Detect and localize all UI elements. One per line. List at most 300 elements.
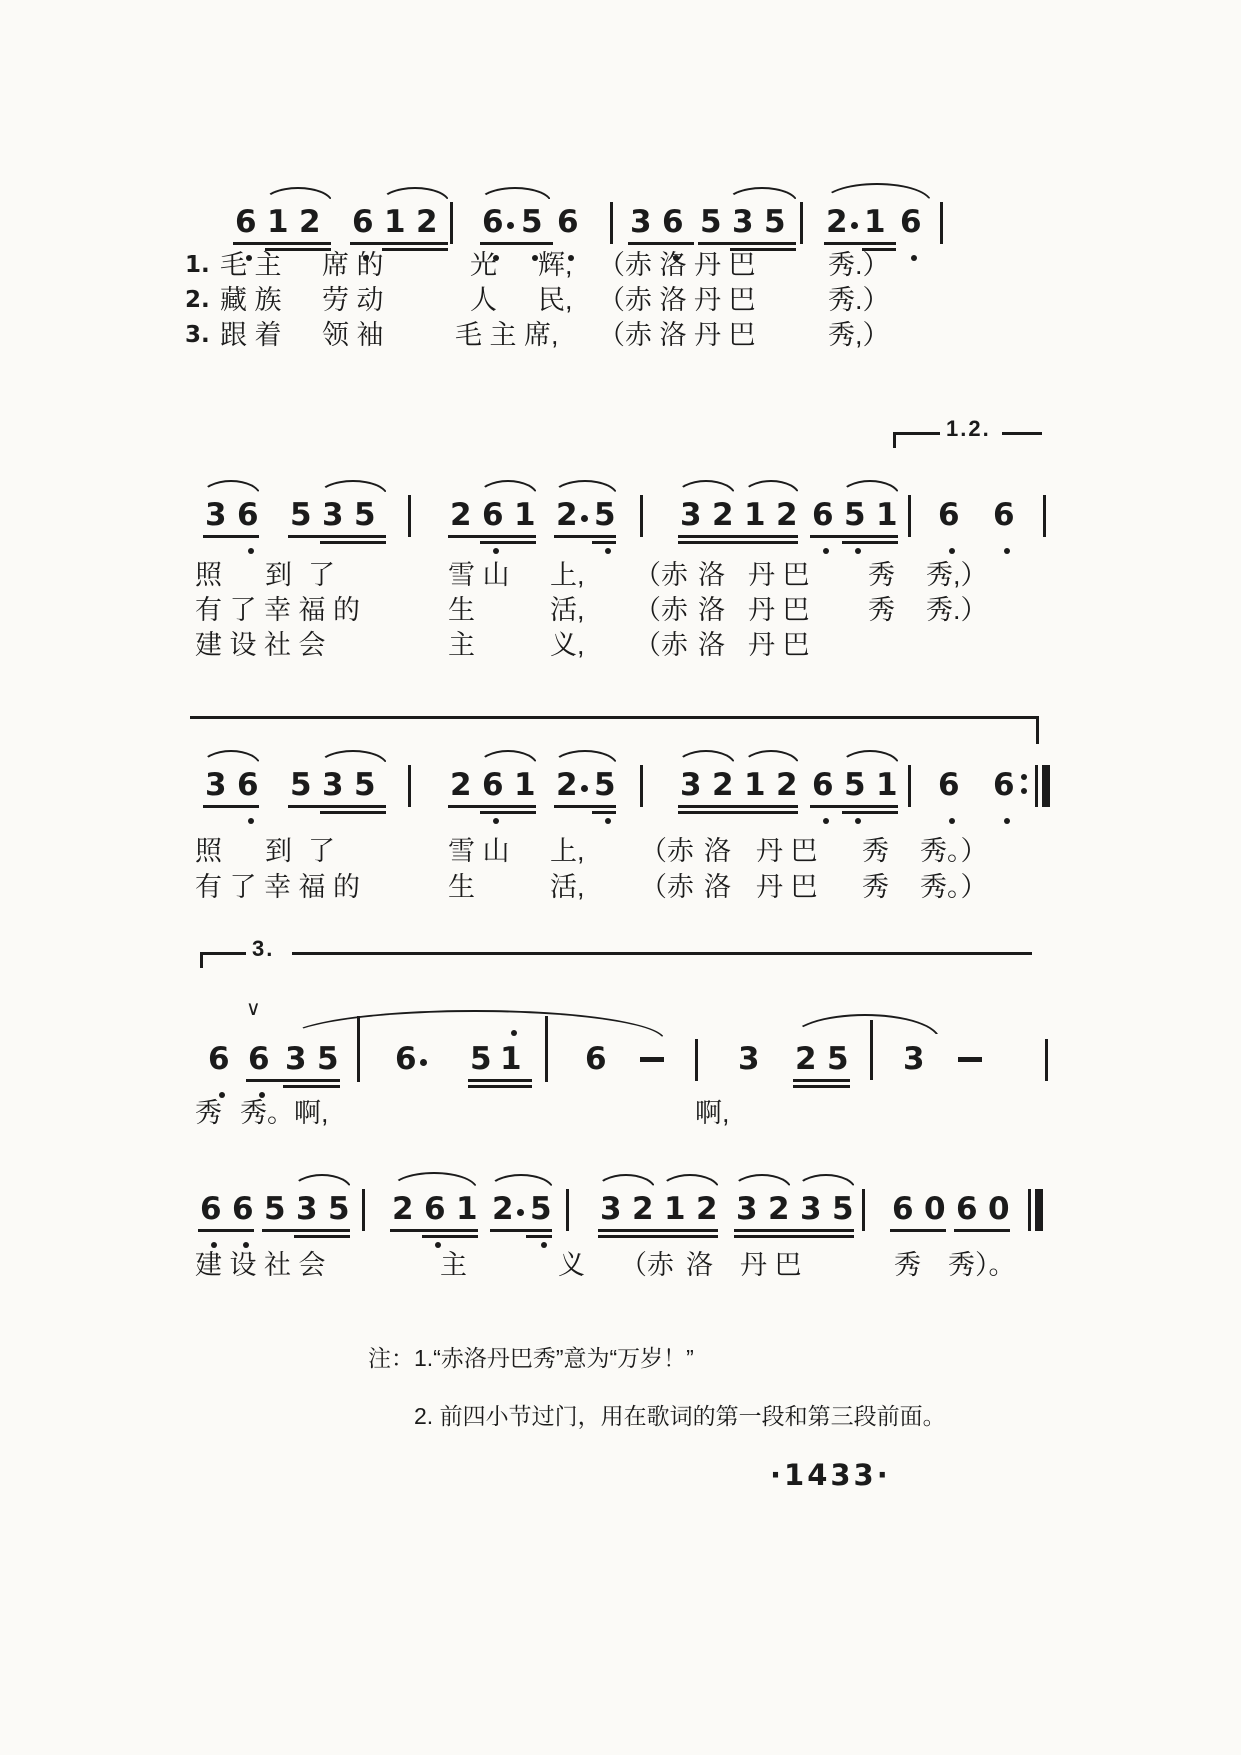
slur-arc — [596, 1174, 656, 1190]
note-digit: 3 — [322, 767, 344, 803]
lyric-text: 毛 主 席, — [455, 320, 559, 350]
lyric-text: 洛 — [698, 595, 725, 625]
note-digit: 2 — [450, 767, 472, 803]
rhythm-dot — [581, 785, 588, 792]
note-digit: 1 — [744, 767, 766, 803]
beam-underline — [480, 242, 553, 245]
octave-dot-below — [248, 818, 254, 824]
lyric-text: 生 — [448, 595, 475, 625]
lyric-text: 洛 — [686, 1250, 713, 1280]
rest-note: 0 — [988, 1191, 1010, 1227]
barline — [566, 1189, 569, 1231]
octave-dot-below — [823, 818, 829, 824]
slur-arc — [263, 187, 333, 203]
lyric-text: 建 设 社 会 — [195, 630, 326, 660]
beam-underline — [890, 1229, 946, 1232]
lyric-text: 有 了 幸 福 的 — [195, 872, 361, 902]
note-digit: 3 — [680, 767, 702, 803]
note-digit: 1 — [384, 204, 406, 240]
lyric-text: （赤 洛 丹 巴 — [598, 250, 756, 280]
lyric-text: 活, — [550, 872, 585, 902]
lyric-text: （赤 — [634, 560, 688, 590]
barline — [408, 495, 411, 537]
beam-underline — [203, 535, 259, 538]
dash-note — [958, 1057, 982, 1062]
barline-thick — [1035, 1189, 1043, 1231]
note-digit: 2 — [556, 497, 578, 533]
note-digit: 6 — [956, 1191, 978, 1227]
note-digit: 3 — [800, 1191, 822, 1227]
note-digit: 2 — [299, 204, 321, 240]
octave-dot-below — [605, 548, 611, 554]
note-digit: 5 — [354, 767, 376, 803]
beam-underline — [246, 1079, 340, 1082]
note-digit: 6 — [812, 497, 834, 533]
slur-arc — [552, 480, 618, 496]
lyric-text: 丹 巴 — [748, 630, 810, 660]
lyric-text: 秀）。 — [948, 1250, 1016, 1280]
lyric-text: 秀.） — [828, 285, 890, 315]
note-digit: 6 — [200, 1191, 222, 1227]
note-digit: 6 — [232, 1191, 254, 1227]
repeat-dot — [1021, 788, 1027, 794]
octave-dot-below — [493, 818, 499, 824]
lyric-text: 了 — [308, 836, 335, 866]
rest-note: 0 — [924, 1191, 946, 1227]
note-digit: 2 — [556, 767, 578, 803]
volta-label: 1.2. — [946, 416, 991, 441]
beam-underline — [592, 541, 616, 544]
lyric-text: （赤 洛 丹 巴 — [598, 320, 756, 350]
note-digit: 3 — [680, 497, 702, 533]
beam-underline — [678, 535, 798, 538]
lyric-text: 活, — [550, 595, 585, 625]
note-digit: 2 — [776, 497, 798, 533]
slur-arc — [201, 480, 261, 496]
beam-underline — [233, 242, 331, 245]
lyric-text: 丹 巴 — [740, 1250, 802, 1280]
note-digit: 1 — [514, 497, 536, 533]
note-digit: 3 — [738, 1041, 760, 1077]
beam-underline — [262, 1229, 350, 1232]
barline — [1043, 495, 1046, 537]
lyric-text: 秀,） — [926, 560, 988, 590]
note-digit: 1 — [267, 204, 289, 240]
note-digit: 1 — [744, 497, 766, 533]
lyric-text: 秀 — [862, 872, 889, 902]
volta-line — [292, 952, 1032, 955]
note-digit: 2 — [768, 1191, 790, 1227]
barline-thin — [1035, 765, 1038, 807]
barline — [940, 202, 943, 244]
slur-arc — [285, 1010, 665, 1040]
octave-dot-below — [605, 818, 611, 824]
note-digit: 6 — [557, 204, 579, 240]
beam-underline — [480, 541, 536, 544]
octave-dot-below — [949, 548, 955, 554]
note-digit: 5 — [328, 1191, 350, 1227]
lyric-text: 辉, — [538, 250, 573, 280]
note-digit: 5 — [594, 767, 616, 803]
beam-underline — [320, 541, 386, 544]
barline — [695, 1039, 698, 1081]
beam-underline — [954, 1229, 1010, 1232]
beam-underline — [203, 805, 259, 808]
barline — [640, 495, 643, 537]
barline — [862, 1189, 865, 1231]
slur-arc — [488, 1174, 554, 1190]
note-digit: 2 — [450, 497, 472, 533]
volta-hook — [200, 952, 203, 968]
verse-number: 1. — [185, 252, 210, 278]
barline — [800, 202, 803, 244]
slur-arc — [478, 480, 538, 496]
lyric-text: 了 — [308, 560, 335, 590]
note-digit: 2 — [776, 767, 798, 803]
note-digit: 5 — [827, 1041, 849, 1077]
lyric-text: 秀。） — [920, 836, 988, 866]
lyric-text: 跟 着 — [220, 320, 282, 350]
barline — [610, 202, 613, 244]
lyric-text: 到 — [265, 560, 292, 590]
note-digit: 2 — [795, 1041, 817, 1077]
barline — [640, 765, 643, 807]
slur-arc — [318, 750, 388, 766]
octave-dot-below — [248, 548, 254, 554]
octave-dot-above — [511, 1030, 517, 1036]
lyric-text: （赤 — [620, 1250, 674, 1280]
barline-thin — [1028, 1189, 1031, 1231]
barline — [908, 495, 911, 537]
beam-underline — [842, 811, 898, 814]
beam-underline — [554, 805, 616, 808]
note-digit: 2 — [632, 1191, 654, 1227]
lyric-text: 光 — [470, 250, 497, 280]
rhythm-dot — [507, 222, 514, 229]
lyric-text: 建 设 社 会 — [195, 1250, 326, 1280]
note-digit: 2 — [492, 1191, 514, 1227]
note-digit: 5 — [844, 767, 866, 803]
rhythm-dot — [581, 515, 588, 522]
note-digit: 6 — [248, 1041, 270, 1077]
note-digit: 2 — [696, 1191, 718, 1227]
note-digit: 5 — [844, 497, 866, 533]
beam-underline — [824, 242, 896, 245]
slur-arc — [660, 1174, 720, 1190]
note-digit: 5 — [764, 204, 786, 240]
octave-dot-below — [949, 818, 955, 824]
lyric-text: 秀,） — [828, 320, 890, 350]
beam-underline — [320, 811, 386, 814]
octave-dot-below — [541, 1242, 547, 1248]
note-digit: 3 — [630, 204, 652, 240]
lyric-text: 主 — [440, 1250, 467, 1280]
note-digit: 5 — [594, 497, 616, 533]
volta-hook — [1036, 716, 1039, 744]
lyric-text: 丹 巴 — [748, 560, 810, 590]
note-digit: 6 — [482, 204, 504, 240]
lyric-text: 人 — [470, 285, 497, 315]
lyric-text: 秀 — [862, 836, 889, 866]
volta-line — [1002, 432, 1042, 435]
note-digit: 2 — [712, 767, 734, 803]
note-digit: 6 — [993, 497, 1015, 533]
beam-underline — [793, 1085, 850, 1088]
slur-arc — [676, 750, 736, 766]
lyric-text: 生 — [448, 872, 475, 902]
lyric-text: 有 了 幸 福 的 — [195, 595, 361, 625]
note-digit: 6 — [938, 767, 960, 803]
note-digit: 2 — [826, 204, 848, 240]
lyric-text: 义, — [550, 630, 585, 660]
note-digit: 1 — [514, 767, 536, 803]
slur-arc — [380, 187, 450, 203]
note-digit: 5 — [264, 1191, 286, 1227]
beam-underline — [592, 811, 616, 814]
slur-arc — [201, 750, 261, 766]
slur-arc — [676, 480, 736, 496]
lyric-text: 秀。） — [920, 872, 988, 902]
note-digit: 3 — [600, 1191, 622, 1227]
note-digit: 2 — [416, 204, 438, 240]
octave-dot-below — [1004, 818, 1010, 824]
beam-underline — [698, 242, 796, 245]
barline — [450, 202, 453, 244]
rhythm-dot — [517, 1209, 524, 1216]
slur-arc — [822, 183, 932, 203]
beam-underline — [294, 1235, 350, 1238]
lyric-text: 上, — [550, 560, 585, 590]
note-digit: 5 — [290, 767, 312, 803]
lyric-text: 秀 — [868, 595, 895, 625]
slur-arc — [840, 480, 900, 496]
note-digit: 3 — [736, 1191, 758, 1227]
note-digit: 6 — [900, 204, 922, 240]
beam-underline — [598, 1229, 718, 1232]
beam-underline — [288, 535, 386, 538]
note-digit: 5 — [470, 1041, 492, 1077]
lyric-text: （赤 洛 丹 巴 — [598, 285, 756, 315]
volta-line — [200, 952, 246, 955]
beam-underline — [468, 1079, 532, 1082]
note-digit: 3 — [205, 497, 227, 533]
beam-underline — [793, 1079, 850, 1082]
slur-arc — [742, 480, 800, 496]
repeat-dot — [1021, 774, 1027, 780]
beam-underline — [810, 535, 898, 538]
page-number: ·1433· — [770, 1458, 891, 1492]
slur-arc — [552, 750, 618, 766]
footnote-item-2: 2. 前四小节过门，用在歌词的第一段和第三段前面。 — [414, 1403, 946, 1429]
slur-arc — [796, 1174, 856, 1190]
lyric-text: 到 — [265, 836, 292, 866]
slur-arc — [790, 1014, 940, 1040]
beam-underline — [390, 1229, 478, 1232]
lyric-text: 秀。啊, — [240, 1098, 329, 1128]
barline — [362, 1189, 365, 1231]
footnote-label: 注： — [368, 1345, 414, 1371]
note-digit: 6 — [208, 1041, 230, 1077]
volta-line — [190, 716, 1039, 719]
beam-underline — [598, 1235, 718, 1238]
beam-underline — [382, 248, 448, 251]
beam-underline — [526, 1235, 552, 1238]
slur-arc — [732, 1174, 792, 1190]
lyric-text: 啊, — [695, 1098, 730, 1128]
lyric-text: 民, — [538, 285, 573, 315]
lyric-text: 丹 巴 — [756, 872, 818, 902]
lyric-text: 丹 巴 — [748, 595, 810, 625]
lyric-text: 席 的 — [322, 250, 384, 280]
lyric-text: 洛 — [704, 836, 731, 866]
note-digit: 6 — [585, 1041, 607, 1077]
slur-arc — [318, 480, 388, 496]
slur-arc — [292, 1174, 352, 1190]
lyric-text: 劳 动 — [322, 285, 384, 315]
note-digit: 3 — [205, 767, 227, 803]
lyric-text: 上, — [550, 836, 585, 866]
beam-underline — [490, 1229, 552, 1232]
note-digit: 3 — [296, 1191, 318, 1227]
note-digit: 5 — [700, 204, 722, 240]
beam-underline — [198, 1229, 254, 1232]
slur-arc — [478, 187, 552, 203]
beam-underline — [554, 535, 616, 538]
note-digit: 6 — [892, 1191, 914, 1227]
lyric-text: 洛 — [704, 872, 731, 902]
lyric-text: 雪 山 — [448, 836, 510, 866]
rhythm-dot — [851, 222, 858, 229]
note-digit: 6 — [482, 767, 504, 803]
note-digit: 6 — [352, 204, 374, 240]
note-digit: 2 — [712, 497, 734, 533]
lyric-text: 义 — [558, 1250, 585, 1280]
octave-dot-below — [823, 548, 829, 554]
dash-note — [640, 1057, 664, 1062]
beam-underline — [350, 242, 448, 245]
note-digit: 3 — [732, 204, 754, 240]
beam-underline — [810, 805, 898, 808]
breath-mark: ∨ — [246, 998, 261, 1020]
note-digit: 1 — [500, 1041, 522, 1077]
beam-underline — [448, 535, 536, 538]
lyric-text: 丹 巴 — [756, 836, 818, 866]
lyric-text: （赤 — [640, 872, 694, 902]
beam-underline — [678, 811, 798, 814]
slur-arc — [390, 1172, 478, 1190]
rhythm-dot — [420, 1059, 427, 1066]
volta-line — [893, 432, 940, 435]
barline — [1045, 1039, 1048, 1081]
note-digit: 1 — [456, 1191, 478, 1227]
lyric-text: 雪 山 — [448, 560, 510, 590]
note-digit: 6 — [424, 1191, 446, 1227]
slur-arc — [726, 187, 798, 203]
note-digit: 3 — [285, 1041, 307, 1077]
lyric-text: 领 袖 — [322, 320, 384, 350]
note-digit: 6 — [395, 1041, 417, 1077]
note-digit: 1 — [864, 204, 886, 240]
note-digit: 5 — [354, 497, 376, 533]
lyric-text: （赤 — [634, 630, 688, 660]
lyric-text: （赤 — [640, 836, 694, 866]
note-digit: 3 — [903, 1041, 925, 1077]
note-digit: 3 — [322, 497, 344, 533]
footnote-item-1: 1.“赤洛丹巴秀”意为“万岁！” — [414, 1345, 694, 1371]
lyric-text: 秀 — [894, 1250, 921, 1280]
volta-hook — [893, 432, 896, 448]
verse-number: 2. — [185, 287, 210, 313]
lyric-text: 秀.） — [926, 595, 988, 625]
note-digit: 5 — [521, 204, 543, 240]
note-digit: 6 — [237, 497, 259, 533]
lyric-text: 毛 主 — [220, 250, 282, 280]
octave-dot-below — [855, 818, 861, 824]
lyric-text: 洛 — [698, 630, 725, 660]
barline — [408, 765, 411, 807]
slur-arc — [478, 750, 538, 766]
note-digit: 6 — [482, 497, 504, 533]
beam-underline — [288, 805, 386, 808]
beam-underline — [734, 1235, 854, 1238]
note-digit: 6 — [235, 204, 257, 240]
beam-underline — [283, 1085, 340, 1088]
octave-dot-below — [493, 548, 499, 554]
octave-dot-below — [1004, 548, 1010, 554]
octave-dot-below — [435, 1242, 441, 1248]
octave-dot-below — [211, 1242, 217, 1248]
note-digit: 5 — [530, 1191, 552, 1227]
lyric-text: 秀.） — [828, 250, 890, 280]
beam-underline — [628, 242, 694, 245]
lyric-text: 藏 族 — [220, 285, 282, 315]
barline-thick — [1042, 765, 1050, 807]
volta-label: 3. — [252, 936, 275, 961]
beam-underline — [842, 541, 898, 544]
lyric-text: 照 — [195, 836, 222, 866]
note-digit: 6 — [938, 497, 960, 533]
octave-dot-below — [855, 548, 861, 554]
barline — [908, 765, 911, 807]
lyric-text: 照 — [195, 560, 222, 590]
note-digit: 1 — [664, 1191, 686, 1227]
note-digit: 5 — [832, 1191, 854, 1227]
beam-underline — [734, 1229, 854, 1232]
note-digit: 6 — [993, 767, 1015, 803]
lyric-text: 秀 — [195, 1098, 222, 1128]
note-digit: 2 — [392, 1191, 414, 1227]
lyric-text: 主 — [448, 630, 475, 660]
beam-underline — [422, 1235, 478, 1238]
note-digit: 1 — [876, 497, 898, 533]
note-digit: 6 — [662, 204, 684, 240]
verse-number: 3. — [185, 322, 210, 348]
beam-underline — [448, 805, 536, 808]
octave-dot-below — [911, 255, 917, 261]
note-digit: 6 — [237, 767, 259, 803]
lyric-text: （赤 — [634, 595, 688, 625]
beam-underline — [480, 811, 536, 814]
note-digit: 5 — [317, 1041, 339, 1077]
beam-underline — [678, 805, 798, 808]
beam-underline — [678, 541, 798, 544]
slur-arc — [840, 750, 900, 766]
note-digit: 6 — [812, 767, 834, 803]
beam-underline — [468, 1085, 532, 1088]
note-digit: 1 — [876, 767, 898, 803]
lyric-text: 秀 — [868, 560, 895, 590]
lyric-text: 洛 — [698, 560, 725, 590]
